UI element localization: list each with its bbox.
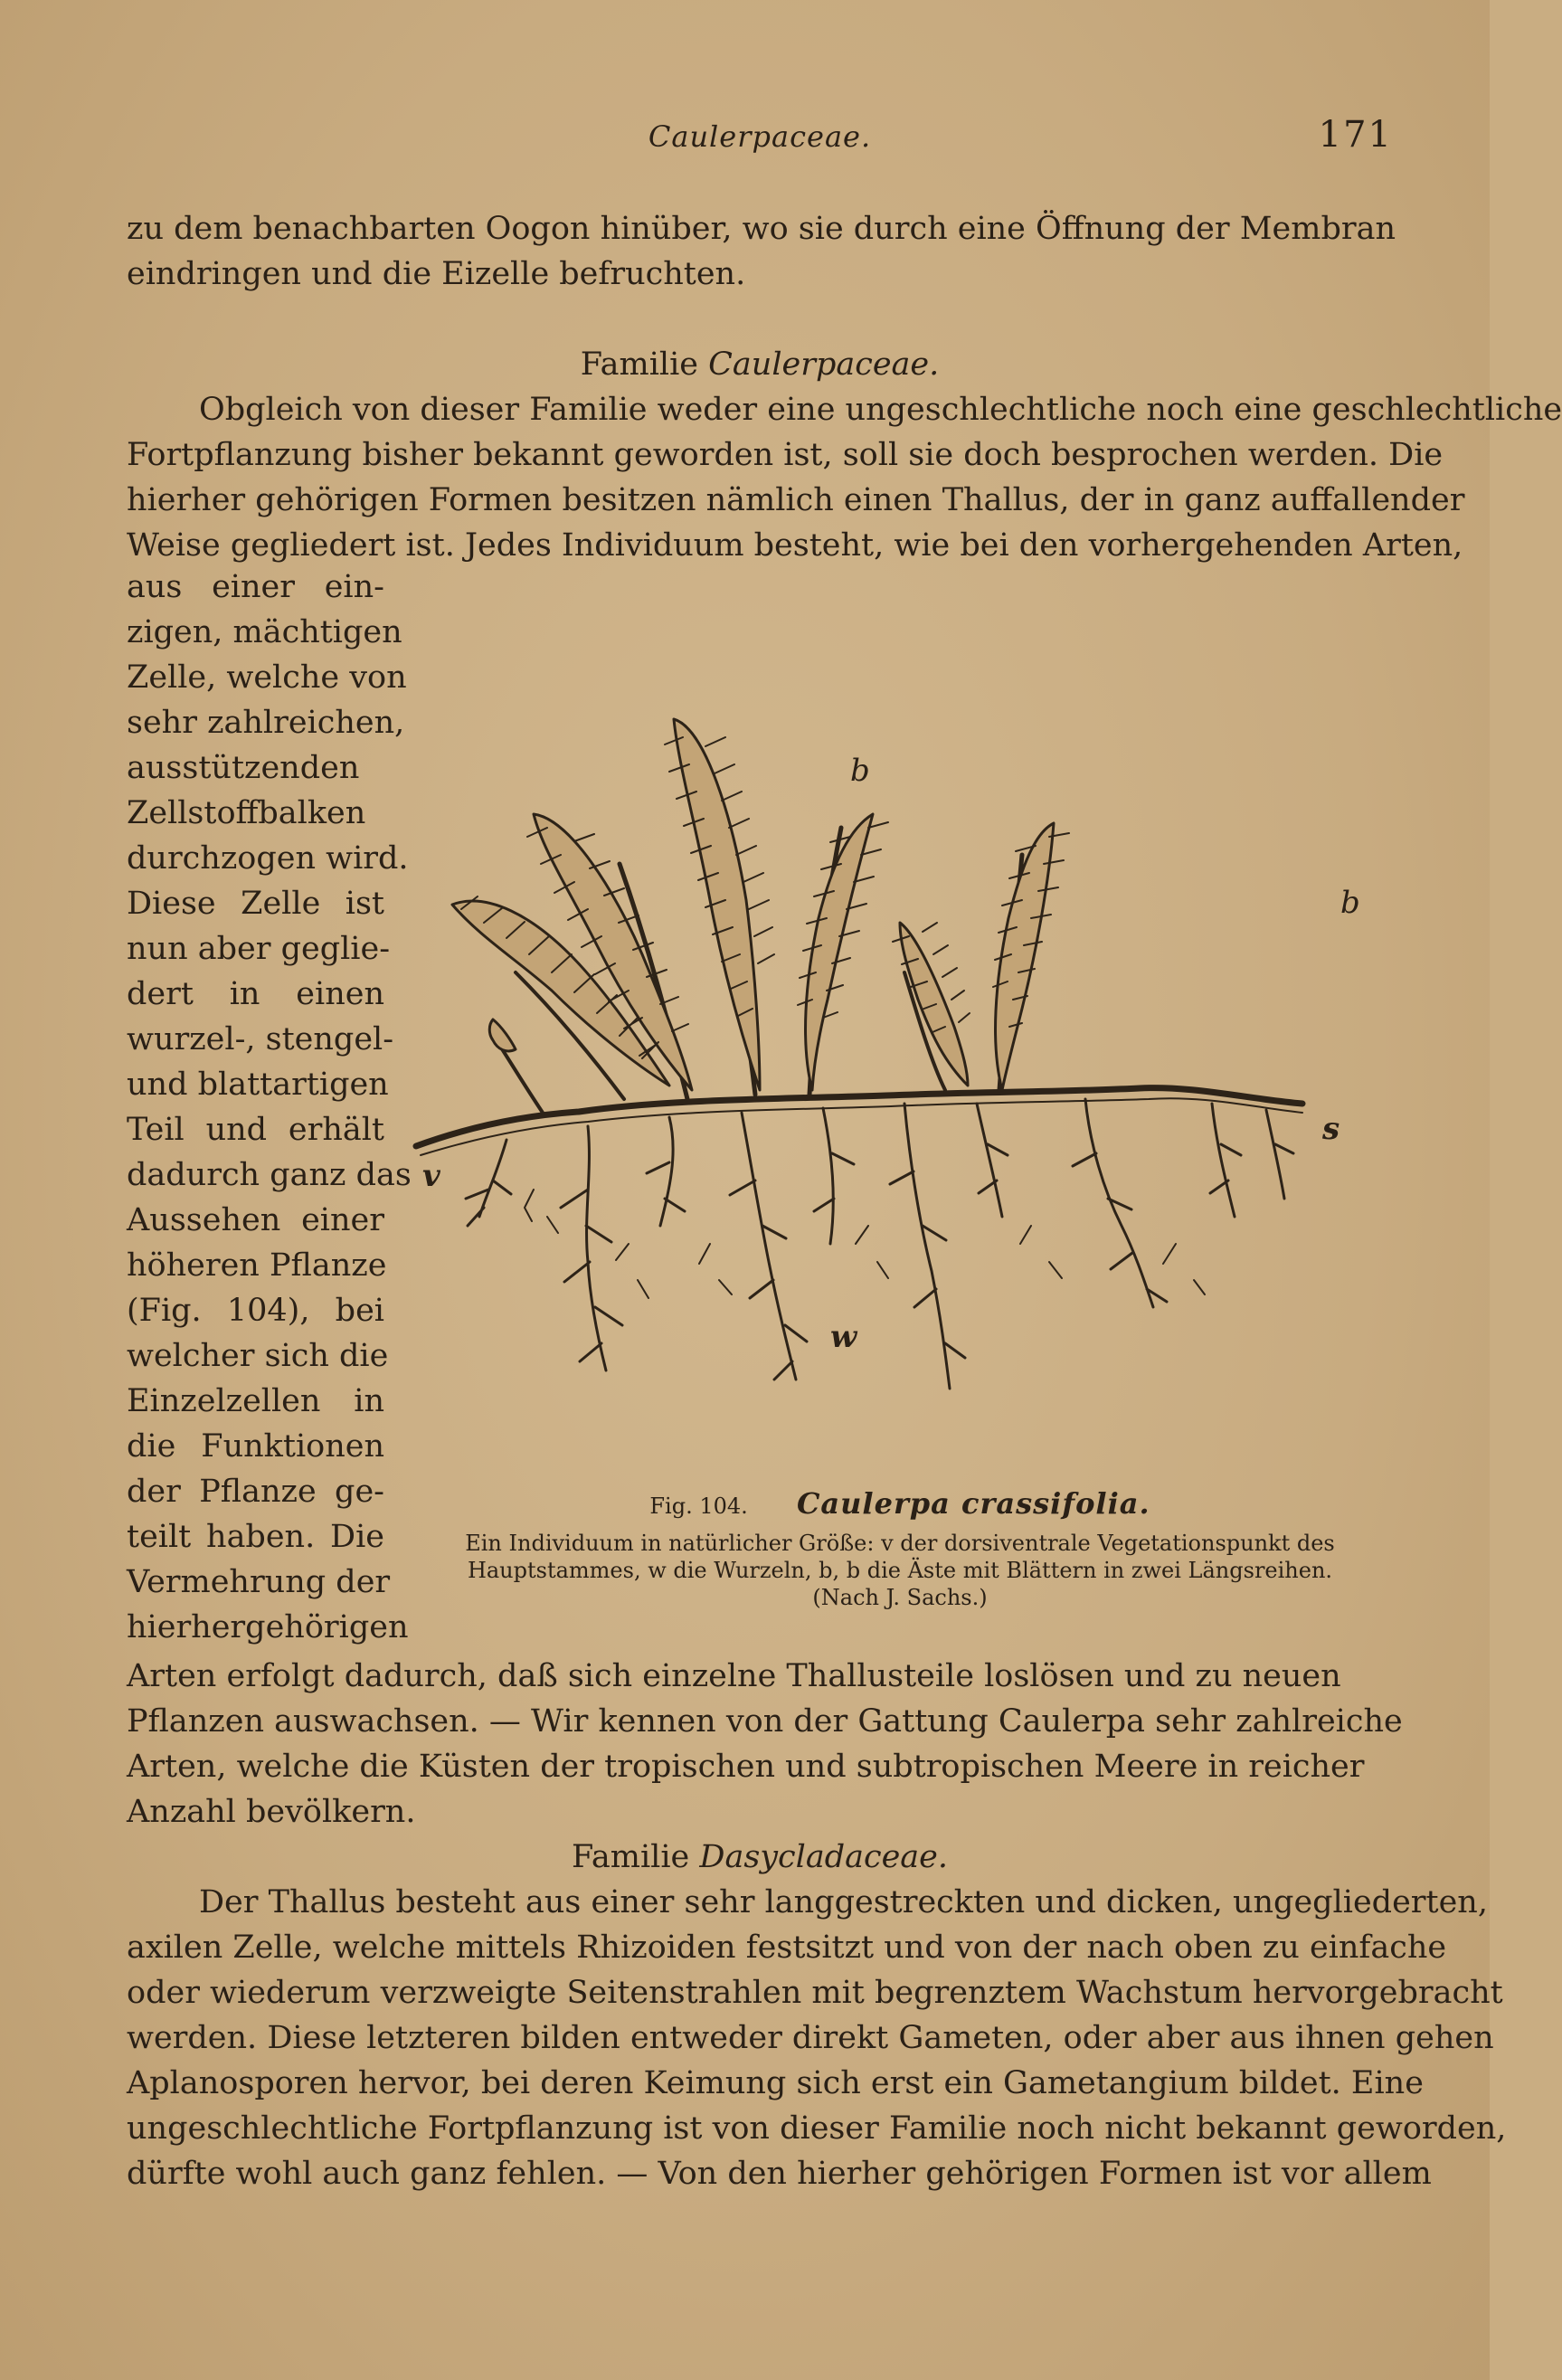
text-line: axilen Zelle, welche mittels Rhizoiden festsitzt und von der nach oben zu einfache: [127, 1930, 1447, 1966]
section-family-name: Caulerpaceae.: [708, 346, 940, 383]
text-line: dert in einen: [127, 976, 384, 1012]
text-line: dürfte wohl auch ganz fehlen. — Von den hierher gehörigen Formen ist vor allem: [127, 2156, 1432, 2192]
text-line: Fortpflanzung bisher bekannt geworden ist, soll sie doch besprochen werden. Die: [127, 437, 1444, 473]
figure-label-v: v: [422, 1158, 440, 1194]
intro-paragraph: [127, 206, 1396, 297]
text-line: Weise gegliedert ist. Jedes Individuum besteht, wie bei den vorhergehenden Arten,: [127, 527, 1463, 564]
text-line: Pflanzen auswachsen. — Wir kennen von der Gattung Caulerpa sehr zahlreiche: [127, 1703, 1403, 1740]
caption-line: Hauptstammes, w die Wurzeln, b, b die Äste mit Blättern in zwei Längsreihen.: [467, 1558, 1333, 1583]
caulerpa-illustration: [398, 593, 1402, 1497]
dasycladaceae-paragraph: [127, 1880, 1507, 2196]
text-line: Der Thallus besteht aus einer sehr langgestreckten und dicken, ungegliederten,: [199, 1884, 1488, 1920]
text-line: Anzahl bevölkern.: [127, 1794, 416, 1830]
text-line: ausstützenden: [127, 750, 360, 786]
figure-caption-heading: [398, 1484, 1402, 1526]
text-line: eindringen und die Eizelle befruchten.: [127, 256, 746, 292]
text-line: durchzogen wird.: [127, 840, 409, 877]
text-line: Diese Zelle ist: [127, 886, 384, 922]
text-line: zu dem benachbarten Oogon hinüber, wo sie durch eine Öffnung der Membran: [127, 211, 1396, 247]
text-line: Teil und erhält: [127, 1112, 384, 1148]
text-line: die Funktionen: [127, 1428, 384, 1465]
text-line: wurzel-, stengel-: [127, 1021, 394, 1057]
caulerpaceae-paragraph-continued: [127, 1654, 1403, 1835]
text-line: Arten, welche die Küsten der tropischen und subtropischen Meere in reicher: [127, 1749, 1365, 1785]
caulerpaceae-paragraph: [127, 387, 1562, 568]
text-line: hierhergehörigen: [127, 1609, 409, 1645]
figure-caption-body: [398, 1530, 1402, 1611]
text-line: Vermehrung der: [127, 1564, 391, 1600]
text-line: oder wiederum verzweigte Seitenstrahlen mit begrenztem Wachstum hervorgebracht: [127, 1975, 1503, 2011]
text-line: welcher sich die: [127, 1338, 389, 1374]
figure-label-w: w: [830, 1319, 857, 1355]
running-head: [127, 114, 1393, 165]
text-line: Arten erfolgt dadurch, daß sich einzelne Thallusteile loslösen und zu neuen: [127, 1658, 1341, 1694]
text-line: hierher gehörigen Formen besitzen nämlich einen Thallus, der in ganz auffallender: [127, 482, 1465, 518]
text-line: ungeschlechtliche Fortpflanzung ist von dieser Familie noch nicht bekannt geworden,: [127, 2110, 1507, 2147]
figure-label-s: s: [1322, 1111, 1340, 1147]
text-line: Aussehen einer: [127, 1202, 384, 1238]
figure-number: Fig. 104.: [649, 1493, 748, 1519]
text-line: (Fig. 104), bei: [127, 1293, 384, 1329]
text-line: Obgleich von dieser Familie weder eine ungeschlechtliche noch eine geschlechtliche: [199, 392, 1562, 428]
section-family-name: Dasycladaceae.: [699, 1839, 949, 1875]
text-line: teilt haben. Die: [127, 1519, 384, 1555]
figure-caption: [398, 1484, 1402, 1611]
figure-species: Caulerpa crassifolia.: [796, 1486, 1150, 1521]
figure-label-b1: b: [850, 753, 870, 789]
text-line: Zelle, welche von: [127, 659, 407, 696]
text-line: der Pflanze ge-: [127, 1474, 384, 1510]
text-line: Aplanosporen hervor, bei deren Keimung sich erst ein Gametangium bildet. Eine: [127, 2065, 1424, 2101]
caption-line: (Nach J. Sachs.): [812, 1585, 988, 1610]
text-line: nun aber geglie-: [127, 931, 391, 967]
text-line: werden. Diese letzteren bilden entweder direkt Gameten, oder aber aus ihnen gehen: [127, 2020, 1494, 2056]
text-line: Einzelzellen in: [127, 1383, 384, 1419]
text-line: zigen, mächtigen: [127, 614, 402, 650]
section-label: Familie: [580, 346, 698, 383]
section-heading-caulerpaceae: [127, 342, 1393, 387]
caption-line: Ein Individuum in natürlicher Größe: v der dorsiventrale Vegetationspunkt des: [465, 1531, 1335, 1556]
running-head-title: Caulerpaceae.: [648, 119, 872, 154]
section-heading-dasycladaceae: [127, 1835, 1393, 1880]
text-line: aus einer ein-: [127, 569, 384, 605]
section-label: Familie: [571, 1839, 690, 1875]
text-line: dadurch ganz das: [127, 1157, 412, 1193]
text-line: Zellstoffbalken: [127, 795, 366, 831]
text-line: und blattartigen: [127, 1067, 389, 1103]
text-line: höheren Pflanze: [127, 1247, 387, 1284]
text-line: sehr zahlreichen,: [127, 705, 405, 741]
wrapped-text-column: [127, 564, 412, 1650]
page-number: 171: [1318, 114, 1393, 156]
figure-label-b2: b: [1340, 885, 1360, 921]
